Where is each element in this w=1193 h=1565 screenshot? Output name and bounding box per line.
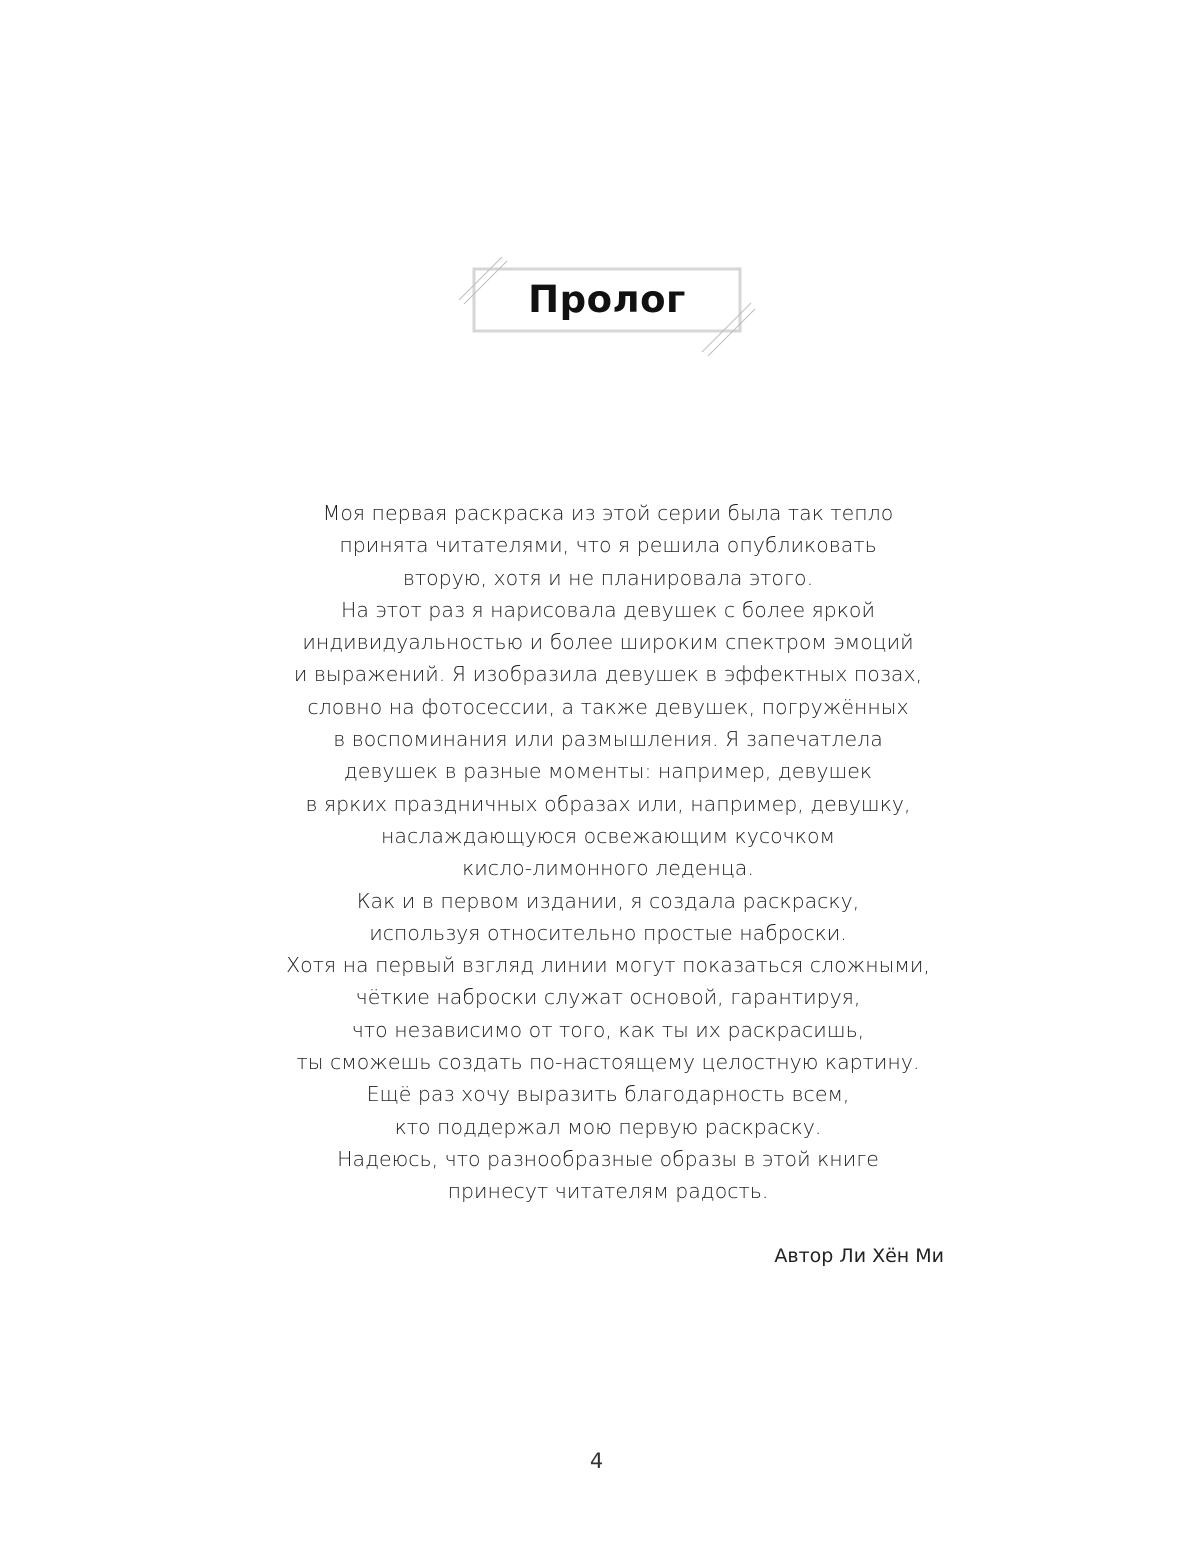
prologue-line: и выражений. Я изобразила девушек в эффектных позах, xyxy=(293,662,923,687)
prologue-line: наслаждающуюся освежающим кусочком xyxy=(381,823,835,848)
prologue-line: индивидуальностью и более широким спектром эмоций xyxy=(302,630,914,655)
prologue-line: чёткие наброски служат основой, гарантируя, xyxy=(355,985,861,1010)
prologue-line: в воспоминания или размышления. Я запечатлела xyxy=(333,727,883,752)
prologue-line: принята читателями, что я решила опубликовать xyxy=(339,533,877,558)
prologue-line: Как и в первом издании, я создала раскраску, xyxy=(356,888,860,913)
prologue-line: вторую, хотя и не планировала этого. xyxy=(402,565,814,590)
prologue-line: используя относительно простые наброски. xyxy=(369,920,847,945)
prologue-line: ты сможешь создать по-настоящему целостную картину. xyxy=(296,1050,920,1075)
prologue-line: кисло-лимонного леденца. xyxy=(462,856,754,881)
prologue-line: Хотя на первый взгляд линии могут показаться сложными, xyxy=(286,953,930,978)
page-title: Пролог xyxy=(528,278,686,321)
prologue-line: девушек в разные моменты: например, девушек xyxy=(343,759,873,784)
prologue-line: кто поддержал мою первую раскраску. xyxy=(394,1114,822,1139)
prologue-line: Надеюсь, что разнообразные образы в этой книге xyxy=(337,1146,879,1171)
prologue-line: в ярких праздничных образах или, например, девушку, xyxy=(305,791,911,816)
prologue-line: На этот раз я нарисовала девушек с более яркой xyxy=(341,597,875,622)
title-frame xyxy=(456,244,758,368)
prologue-text xyxy=(200,497,1016,1208)
prologue-line: что независимо от того, как ты их раскрасишь, xyxy=(351,1017,865,1042)
prologue-line: Моя первая раскраска из этой серии была так тепло xyxy=(322,501,894,525)
prologue-line: принесут читателям радость. xyxy=(447,1179,769,1204)
prologue-line: словно на фотосессии, а также девушек, погружённых xyxy=(307,694,909,719)
prologue-line: Ещё раз хочу выразить благодарность всем, xyxy=(366,1082,850,1107)
page-number: 4 xyxy=(589,1449,604,1473)
author-signature: Автор Ли Хён Ми xyxy=(774,1245,944,1267)
